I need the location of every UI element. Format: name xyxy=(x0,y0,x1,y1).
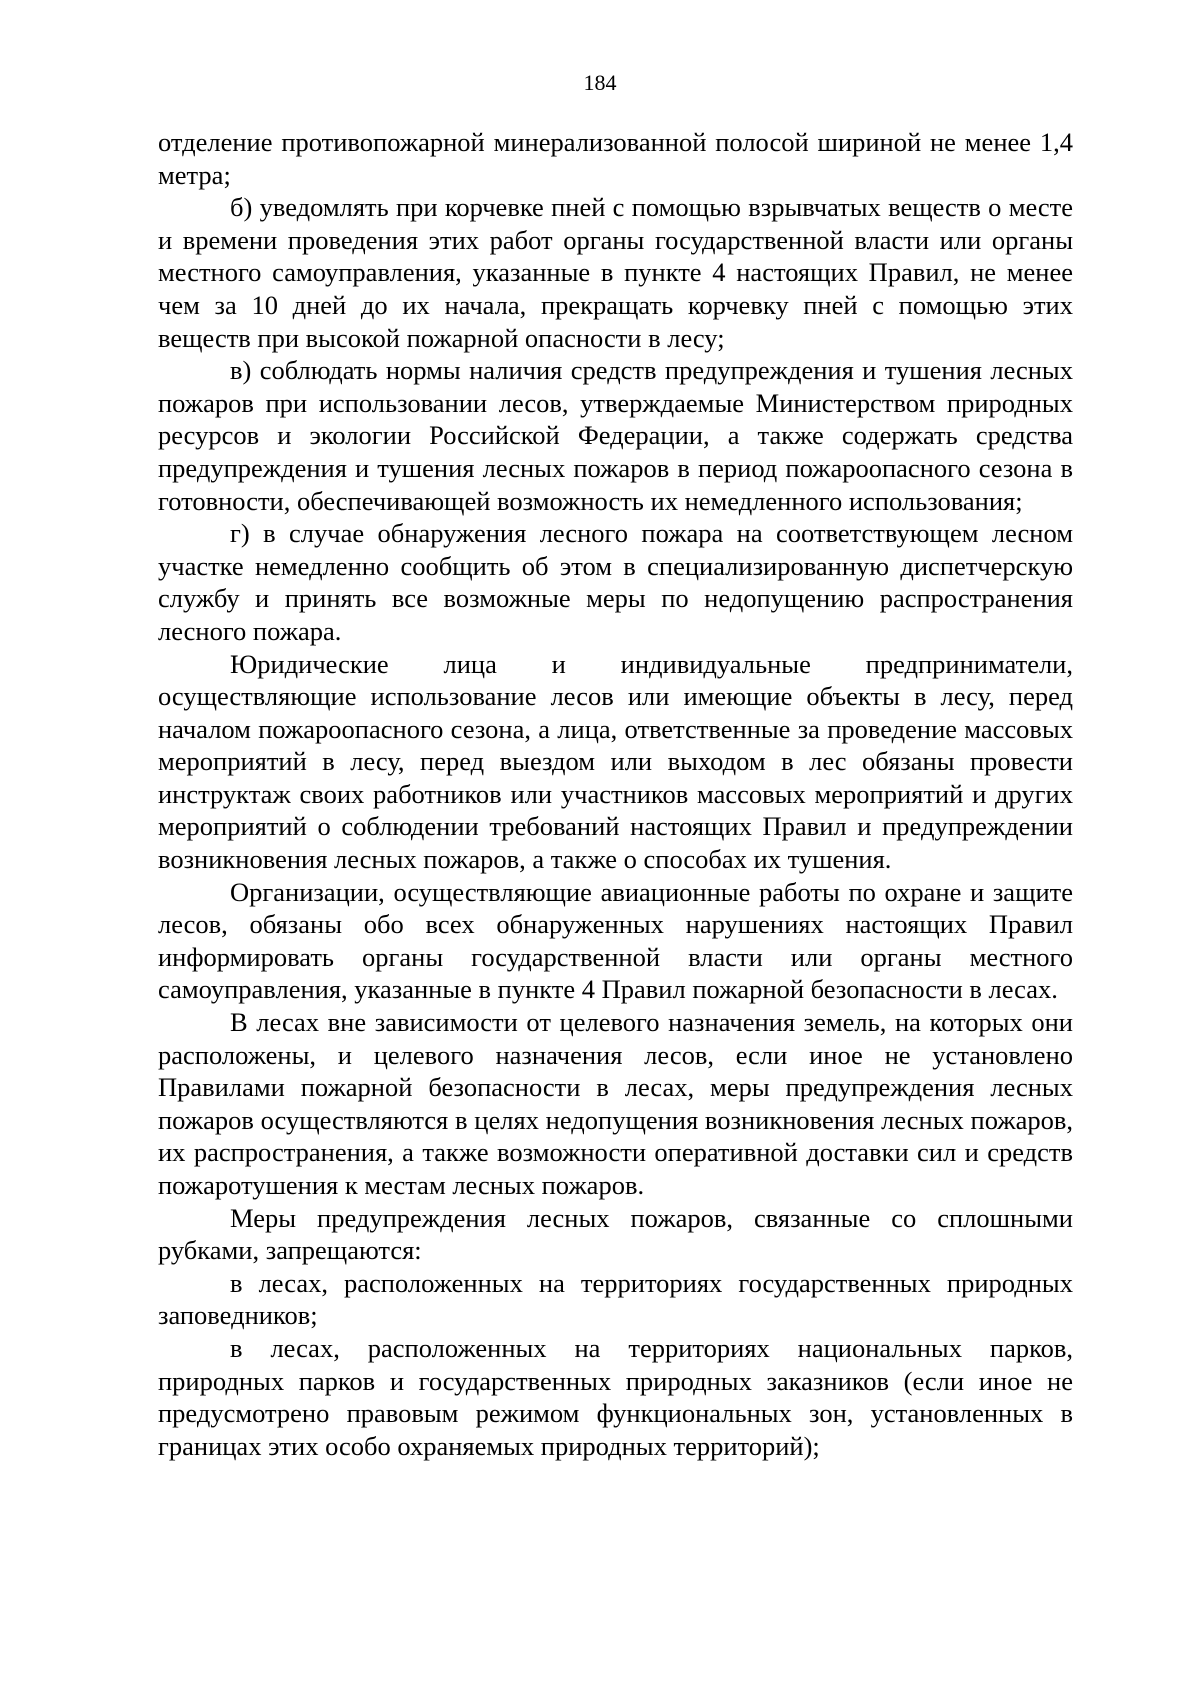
paragraph-prevention-measures: В лесах вне зависимости от целевого назначения земель, на которых они расположены, и целевого назначения лесов, если иное не установлено Правилами пожарной безопасности в лесах, меры предупреждения лесных пожаров осуществляются в целях недопущения возникновения лесных пожаров, их распространения, а также возможности оперативной доставки сил и средств пожаротушения к местам лесных пожаров. xyxy=(158,1007,1073,1200)
paragraph-clear-cutting: Меры предупреждения лесных пожаров, связанные со сплошными рубками, запрещаются: xyxy=(158,1202,1073,1266)
paragraph-national-parks: в лесах, расположенных на территориях национальных парков, природных парков и государственных природных заказников (если иное не предусмотрено правовым режимом функциональных зон, установленных в границах этих особо охраняемых природных территорий); xyxy=(158,1332,1073,1461)
paragraph-legal-entities: Юридические лица и индивидуальные предприниматели, осуществляющие использование лесов или имеющие объекты в лесу, перед началом пожароопасного сезона, а лица, ответственные за проведение массовых мероприятий в лесу, перед выездом или выходом в лес обязаны провести инструктаж своих работников или участников массовых мероприятий и других мероприятий о соблюдении требований настоящих Правил и предупреждении возникновения лесных пожаров, а также о способах их тушения. xyxy=(158,648,1073,875)
document-body xyxy=(158,126,1073,1462)
paragraph-item-g: г) в случае обнаружения лесного пожара на соответствующем лесном участке немедленно сообщить об этом в специализированную диспетчерскую службу и принять все возможные меры по недопущению распространения лесного пожара. xyxy=(158,518,1073,646)
paragraph-aviation-organizations: Организации, осуществляющие авиационные работы по охране и защите лесов, обязаны обо всех обнаруженных нарушениях настоящих Правил информировать органы государственной власти или органы местного самоуправления, указанные в пункте 4 Правил пожарной безопасности в лесах. xyxy=(158,876,1073,1005)
paragraph-item-b: б) уведомлять при корчевке пней с помощью взрывчатых веществ о месте и времени проведения этих работ органы государственной власти или органы местного самоуправления, указанные в пункте 4 настоящих Правил, не менее чем за 10 дней до их начала, прекращать корчевку пней с помощью этих веществ при высокой пожарной опасности в лесу; xyxy=(158,192,1073,353)
paragraph-continuation: отделение противопожарной минерализованной полосой шириной не менее 1,4 метра; xyxy=(158,127,1073,190)
paragraph-nature-reserves: в лесах, расположенных на территориях государственных природных заповедников; xyxy=(158,1267,1073,1331)
page-number: 184 xyxy=(583,70,617,95)
paragraph-item-v: в) соблюдать нормы наличия средств предупреждения и тушения лесных пожаров при использовании лесов, утверждаемые Министерством природных ресурсов и экологии Российской Федерации, а также содержать средства предупреждения и тушения лесных пожаров в период пожароопасного сезона в готовности, обеспечивающей возможность их немедленного использования; xyxy=(158,355,1073,516)
